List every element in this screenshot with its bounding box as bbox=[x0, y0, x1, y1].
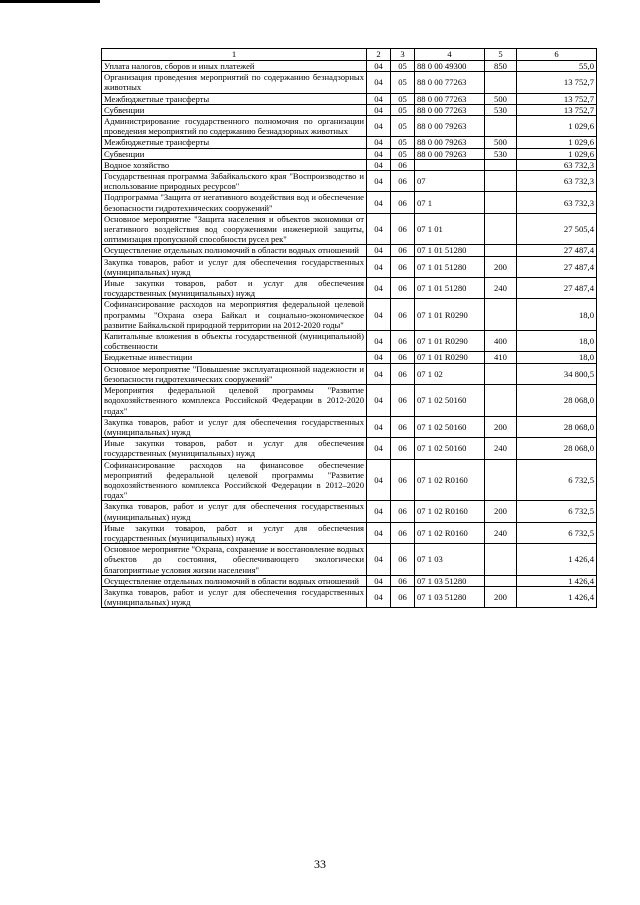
item-name: Основное мероприятие "Повышение эксплуатационной надежности и безопасности гидротехнических сооружений" bbox=[102, 363, 367, 384]
item-name: Закупка товаров, работ и услуг для обеспечения государственных (муниципальных) нужд bbox=[102, 256, 367, 277]
item-name: Подпрограмма "Защита от негативного воздействия вод и обеспечение безопасности гидротехнических сооружений" bbox=[102, 192, 367, 213]
subsection-code: 06 bbox=[391, 352, 415, 363]
amount: 27 505,4 bbox=[517, 213, 597, 245]
item-name: Государственная программа Забайкальского края "Воспроизводство и использование природных ресурсов" bbox=[102, 171, 367, 192]
amount: 27 487,4 bbox=[517, 256, 597, 277]
item-name: Осуществление отдельных полномочий в области водных отношений bbox=[102, 245, 367, 256]
amount: 6 732,5 bbox=[517, 501, 597, 522]
expense-type-code bbox=[485, 72, 517, 93]
amount: 13 752,7 bbox=[517, 93, 597, 104]
section-code: 04 bbox=[367, 331, 391, 352]
table-row bbox=[102, 171, 597, 192]
amount: 63 732,3 bbox=[517, 171, 597, 192]
section-code: 04 bbox=[367, 256, 391, 277]
amount: 1 426,4 bbox=[517, 575, 597, 586]
section-code: 04 bbox=[367, 159, 391, 170]
section-code: 04 bbox=[367, 171, 391, 192]
subsection-code: 06 bbox=[391, 192, 415, 213]
section-code: 04 bbox=[367, 586, 391, 607]
target-article-code: 07 1 02 50160 bbox=[415, 416, 485, 437]
section-code: 04 bbox=[367, 416, 391, 437]
target-article-code: 88 0 00 77263 bbox=[415, 93, 485, 104]
expense-type-code: 410 bbox=[485, 352, 517, 363]
amount: 13 752,7 bbox=[517, 72, 597, 93]
table-row bbox=[102, 278, 597, 299]
expense-type-code bbox=[485, 385, 517, 417]
item-name: Софинансирование расходов на мероприятия федеральной целевой программы "Охрана озера Байкал и социально-экономическое развитие Байкальской природной территории на 2012-2020 годы" bbox=[102, 299, 367, 331]
expense-type-code bbox=[485, 159, 517, 170]
section-code: 04 bbox=[367, 438, 391, 459]
item-name: Администрирование государственного полномочия по организации проведения мероприятий по содержанию безнадзорных животных bbox=[102, 116, 367, 137]
item-name: Водное хозяйство bbox=[102, 159, 367, 170]
target-article-code: 07 1 01 51280 bbox=[415, 245, 485, 256]
expense-type-code bbox=[485, 459, 517, 501]
table-row bbox=[102, 501, 597, 522]
table-row bbox=[102, 459, 597, 501]
section-code: 04 bbox=[367, 575, 391, 586]
expense-type-code bbox=[485, 575, 517, 586]
table-row bbox=[102, 137, 597, 148]
item-name: Осуществление отдельных полномочий в области водных отношений bbox=[102, 575, 367, 586]
section-code: 04 bbox=[367, 363, 391, 384]
target-article-code: 07 1 01 bbox=[415, 213, 485, 245]
header-cell: 6 bbox=[517, 49, 597, 61]
target-article-code: 07 bbox=[415, 171, 485, 192]
target-article-code: 07 1 03 51280 bbox=[415, 586, 485, 607]
target-article-code: 07 1 02 R0160 bbox=[415, 501, 485, 522]
expense-type-code bbox=[485, 363, 517, 384]
item-name: Уплата налогов, сборов и иных платежей bbox=[102, 61, 367, 72]
section-code: 04 bbox=[367, 213, 391, 245]
section-code: 04 bbox=[367, 192, 391, 213]
item-name: Межбюджетные трансферты bbox=[102, 137, 367, 148]
section-code: 04 bbox=[367, 61, 391, 72]
subsection-code: 06 bbox=[391, 575, 415, 586]
subsection-code: 06 bbox=[391, 171, 415, 192]
section-code: 04 bbox=[367, 72, 391, 93]
subsection-code: 06 bbox=[391, 245, 415, 256]
table-row bbox=[102, 522, 597, 543]
expense-type-code: 850 bbox=[485, 61, 517, 72]
target-article-code: 88 0 00 79263 bbox=[415, 148, 485, 159]
amount: 6 732,5 bbox=[517, 459, 597, 501]
target-article-code: 88 0 00 79263 bbox=[415, 116, 485, 137]
header-cell: 5 bbox=[485, 49, 517, 61]
table-row bbox=[102, 352, 597, 363]
section-code: 04 bbox=[367, 385, 391, 417]
item-name: Закупка товаров, работ и услуг для обеспечения государственных (муниципальных) нужд bbox=[102, 586, 367, 607]
item-name: Иные закупки товаров, работ и услуг для обеспечения государственных (муниципальных) нужд bbox=[102, 438, 367, 459]
item-name: Иные закупки товаров, работ и услуг для обеспечения государственных (муниципальных) нужд bbox=[102, 522, 367, 543]
table-row bbox=[102, 213, 597, 245]
subsection-code: 06 bbox=[391, 416, 415, 437]
amount: 27 487,4 bbox=[517, 245, 597, 256]
amount: 1 029,6 bbox=[517, 148, 597, 159]
top-rule bbox=[0, 0, 100, 3]
amount: 1 029,6 bbox=[517, 116, 597, 137]
expense-type-code: 530 bbox=[485, 104, 517, 115]
item-name: Основное мероприятие "Охрана, сохранение и восстановление водных объектов до состояния, обеспечивающего экологически благоприятные условия жизни населения" bbox=[102, 544, 367, 576]
target-article-code: 07 1 02 50160 bbox=[415, 385, 485, 417]
budget-table bbox=[101, 48, 597, 608]
expense-type-code: 240 bbox=[485, 278, 517, 299]
table-row bbox=[102, 438, 597, 459]
expense-type-code: 500 bbox=[485, 137, 517, 148]
target-article-code: 07 1 01 51280 bbox=[415, 256, 485, 277]
table-row bbox=[102, 586, 597, 607]
subsection-code: 06 bbox=[391, 544, 415, 576]
subsection-code: 06 bbox=[391, 331, 415, 352]
table-row bbox=[102, 93, 597, 104]
amount: 18,0 bbox=[517, 299, 597, 331]
table-row bbox=[102, 245, 597, 256]
subsection-code: 05 bbox=[391, 148, 415, 159]
target-article-code: 07 1 02 bbox=[415, 363, 485, 384]
target-article-code: 88 0 00 79263 bbox=[415, 137, 485, 148]
subsection-code: 06 bbox=[391, 522, 415, 543]
expense-type-code: 240 bbox=[485, 522, 517, 543]
target-article-code: 07 1 03 bbox=[415, 544, 485, 576]
table-row bbox=[102, 148, 597, 159]
item-name: Иные закупки товаров, работ и услуг для обеспечения государственных (муниципальных) нужд bbox=[102, 278, 367, 299]
amount: 28 068,0 bbox=[517, 438, 597, 459]
header-cell: 2 bbox=[367, 49, 391, 61]
subsection-code: 06 bbox=[391, 213, 415, 245]
target-article-code: 07 1 02 R0160 bbox=[415, 459, 485, 501]
item-name: Закупка товаров, работ и услуг для обеспечения государственных (муниципальных) нужд bbox=[102, 416, 367, 437]
table-row bbox=[102, 104, 597, 115]
subsection-code: 06 bbox=[391, 363, 415, 384]
section-code: 04 bbox=[367, 544, 391, 576]
table-row bbox=[102, 61, 597, 72]
section-code: 04 bbox=[367, 278, 391, 299]
subsection-code: 05 bbox=[391, 93, 415, 104]
expense-type-code: 200 bbox=[485, 586, 517, 607]
expense-type-code bbox=[485, 245, 517, 256]
amount: 1 029,6 bbox=[517, 137, 597, 148]
subsection-code: 05 bbox=[391, 137, 415, 148]
item-name: Субвенции bbox=[102, 148, 367, 159]
expense-type-code bbox=[485, 213, 517, 245]
section-code: 04 bbox=[367, 299, 391, 331]
subsection-code: 05 bbox=[391, 61, 415, 72]
subsection-code: 05 bbox=[391, 104, 415, 115]
header-row bbox=[102, 49, 597, 61]
expense-type-code bbox=[485, 544, 517, 576]
section-code: 04 bbox=[367, 352, 391, 363]
subsection-code: 06 bbox=[391, 159, 415, 170]
item-name: Софинансирование расходов на финансовое обеспечение мероприятий федеральной целевой программы "Развитие водохозяйственного комплекса Российской Федерации в 2012–2020 годах" bbox=[102, 459, 367, 501]
table-row bbox=[102, 416, 597, 437]
target-article-code: 07 1 01 R0290 bbox=[415, 352, 485, 363]
subsection-code: 06 bbox=[391, 385, 415, 417]
page-number: 33 bbox=[314, 857, 326, 871]
target-article-code: 07 1 02 50160 bbox=[415, 438, 485, 459]
subsection-code: 06 bbox=[391, 459, 415, 501]
header-cell: 1 bbox=[102, 49, 367, 61]
amount: 18,0 bbox=[517, 331, 597, 352]
expense-type-code: 530 bbox=[485, 148, 517, 159]
section-code: 04 bbox=[367, 93, 391, 104]
section-code: 04 bbox=[367, 104, 391, 115]
subsection-code: 06 bbox=[391, 299, 415, 331]
section-code: 04 bbox=[367, 522, 391, 543]
table-row bbox=[102, 159, 597, 170]
subsection-code: 06 bbox=[391, 278, 415, 299]
section-code: 04 bbox=[367, 245, 391, 256]
target-article-code: 88 0 00 77263 bbox=[415, 104, 485, 115]
subsection-code: 05 bbox=[391, 72, 415, 93]
target-article-code: 07 1 02 R0160 bbox=[415, 522, 485, 543]
section-code: 04 bbox=[367, 501, 391, 522]
table-row bbox=[102, 385, 597, 417]
amount: 18,0 bbox=[517, 352, 597, 363]
header-cell: 3 bbox=[391, 49, 415, 61]
target-article-code bbox=[415, 159, 485, 170]
expense-type-code: 200 bbox=[485, 501, 517, 522]
subsection-code: 06 bbox=[391, 586, 415, 607]
amount: 1 426,4 bbox=[517, 586, 597, 607]
amount: 34 800,5 bbox=[517, 363, 597, 384]
subsection-code: 06 bbox=[391, 501, 415, 522]
target-article-code: 88 0 00 49300 bbox=[415, 61, 485, 72]
amount: 63 732,3 bbox=[517, 192, 597, 213]
subsection-code: 05 bbox=[391, 116, 415, 137]
table-row bbox=[102, 256, 597, 277]
table-row bbox=[102, 575, 597, 586]
expense-type-code: 200 bbox=[485, 256, 517, 277]
target-article-code: 07 1 03 51280 bbox=[415, 575, 485, 586]
table-body bbox=[102, 61, 597, 608]
amount: 13 752,7 bbox=[517, 104, 597, 115]
item-name: Межбюджетные трансферты bbox=[102, 93, 367, 104]
table-row bbox=[102, 331, 597, 352]
amount: 63 732,3 bbox=[517, 159, 597, 170]
item-name: Организация проведения мероприятий по содержанию безнадзорных животных bbox=[102, 72, 367, 93]
item-name: Бюджетные инвестиции bbox=[102, 352, 367, 363]
expense-type-code bbox=[485, 171, 517, 192]
section-code: 04 bbox=[367, 459, 391, 501]
expense-type-code: 500 bbox=[485, 93, 517, 104]
table-row bbox=[102, 363, 597, 384]
item-name: Основное мероприятие "Защита населения и объектов экономики от негативного воздействия вод сооружениями инженерной защиты, оптимизация пропускной способности русел рек" bbox=[102, 213, 367, 245]
subsection-code: 06 bbox=[391, 256, 415, 277]
section-code: 04 bbox=[367, 116, 391, 137]
table-row bbox=[102, 544, 597, 576]
amount: 27 487,4 bbox=[517, 278, 597, 299]
target-article-code: 07 1 bbox=[415, 192, 485, 213]
target-article-code: 07 1 01 R0290 bbox=[415, 331, 485, 352]
table-row bbox=[102, 116, 597, 137]
amount: 6 732,5 bbox=[517, 522, 597, 543]
section-code: 04 bbox=[367, 148, 391, 159]
item-name: Субвенции bbox=[102, 104, 367, 115]
item-name: Капитальные вложения в объекты государственной (муниципальной) собственности bbox=[102, 331, 367, 352]
table-row bbox=[102, 72, 597, 93]
expense-type-code: 200 bbox=[485, 416, 517, 437]
target-article-code: 07 1 01 51280 bbox=[415, 278, 485, 299]
table-row bbox=[102, 192, 597, 213]
subsection-code: 06 bbox=[391, 438, 415, 459]
amount: 28 068,0 bbox=[517, 416, 597, 437]
table-row bbox=[102, 299, 597, 331]
amount: 28 068,0 bbox=[517, 385, 597, 417]
item-name: Закупка товаров, работ и услуг для обеспечения государственных (муниципальных) нужд bbox=[102, 501, 367, 522]
item-name: Мероприятия федеральной целевой программы "Развитие водохозяйственного комплекса Российской Федерации в 2012-2020 годах" bbox=[102, 385, 367, 417]
section-code: 04 bbox=[367, 137, 391, 148]
expense-type-code: 240 bbox=[485, 438, 517, 459]
expense-type-code bbox=[485, 192, 517, 213]
target-article-code: 88 0 00 77263 bbox=[415, 72, 485, 93]
target-article-code: 07 1 01 R0290 bbox=[415, 299, 485, 331]
header-cell: 4 bbox=[415, 49, 485, 61]
expense-type-code bbox=[485, 299, 517, 331]
expense-type-code bbox=[485, 116, 517, 137]
amount: 1 426,4 bbox=[517, 544, 597, 576]
amount: 55,0 bbox=[517, 61, 597, 72]
expense-type-code: 400 bbox=[485, 331, 517, 352]
